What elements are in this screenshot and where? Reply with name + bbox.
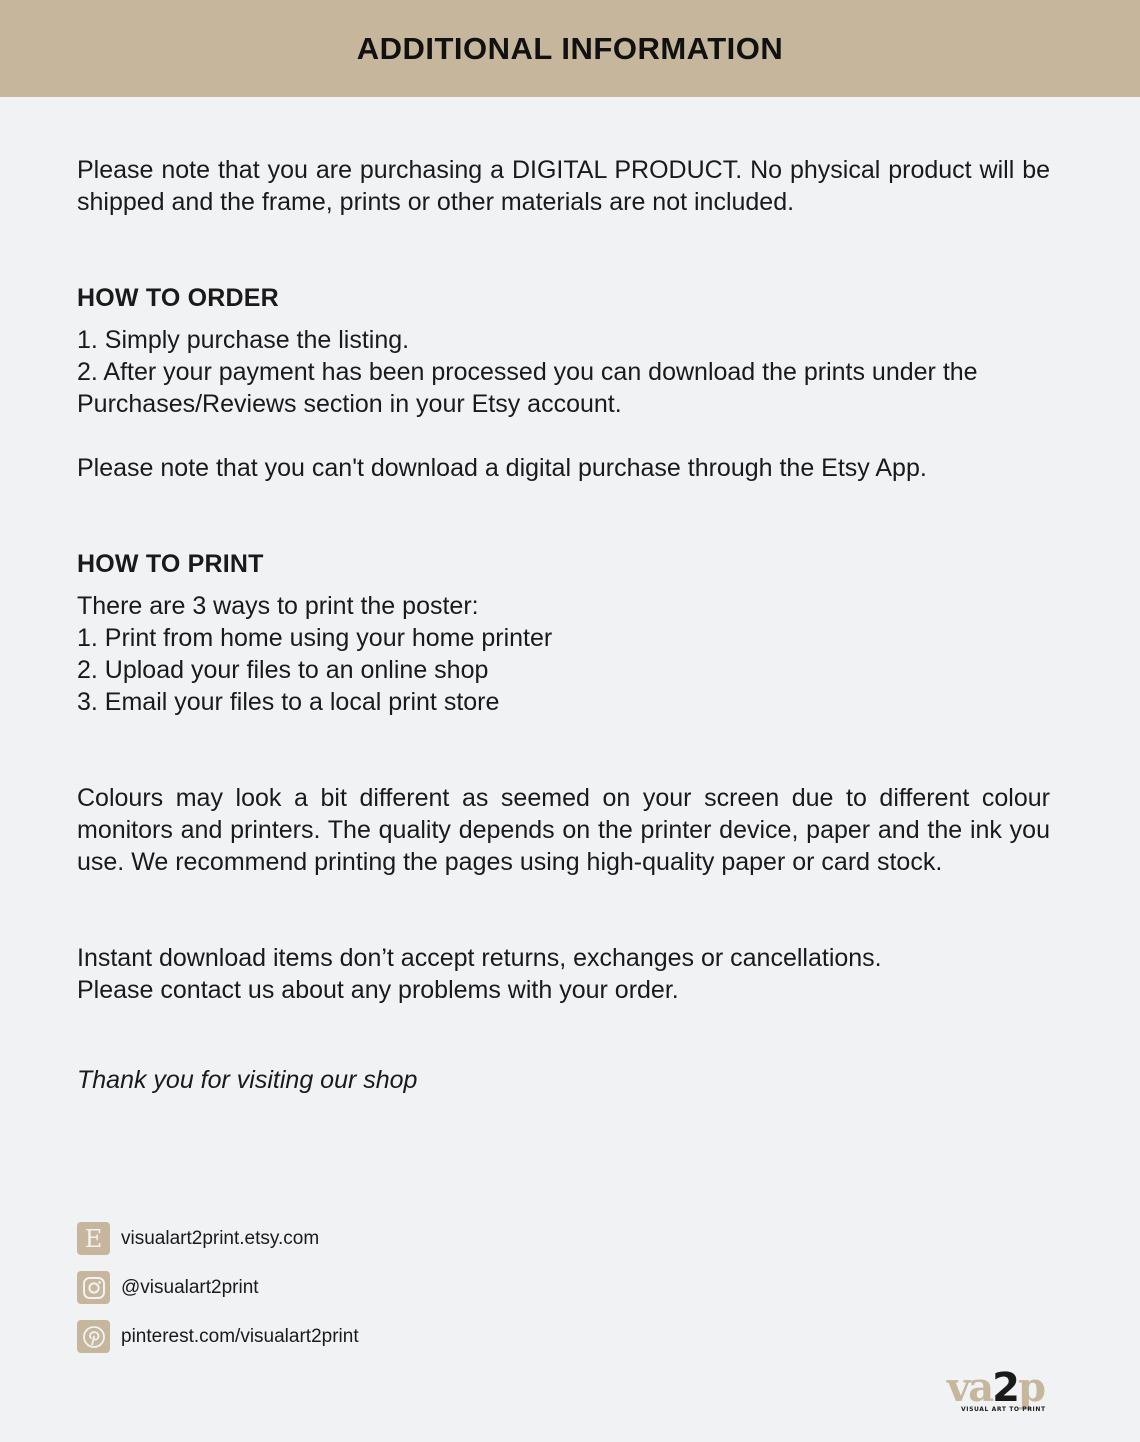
logo-tagline: VISUAL ART TO PRINT: [961, 1406, 1046, 1413]
order-steps-list: [77, 324, 1050, 420]
order-step: 1. Simply purchase the listing.: [77, 326, 410, 354]
header-banner: [0, 0, 1140, 97]
pinterest-icon: [77, 1320, 110, 1353]
page-title: ADDITIONAL INFORMATION: [356, 30, 784, 66]
contact-line: Please contact us about any problems with your order.: [77, 976, 679, 1004]
social-item-pinterest[interactable]: [77, 1320, 359, 1353]
print-line: 1. Print from home using your home printer: [77, 624, 553, 652]
etsy-link[interactable]: visualart2print.etsy.com: [121, 1227, 320, 1249]
etsy-app-note: Please note that you can't download a digital purchase through the Etsy App.: [77, 454, 927, 482]
instagram-icon: [77, 1271, 110, 1304]
print-line: There are 3 ways to print the poster:: [77, 592, 479, 620]
how-to-print-heading: HOW TO PRINT: [77, 550, 264, 578]
how-to-order-section: [77, 282, 1050, 484]
print-line: 2. Upload your files to an online shop: [77, 656, 489, 684]
social-item-etsy[interactable]: [77, 1222, 359, 1255]
returns-line: Instant download items don’t accept returns, exchanges or cancellations.: [77, 944, 882, 972]
order-step: 2. After your payment has been processed you can download the prints under the Purchases/Reviews section in your Etsy account.: [77, 358, 978, 418]
etsy-icon: E: [77, 1222, 110, 1255]
thank-you-message: Thank you for visiting our shop: [77, 1066, 418, 1094]
logo-mark: va2p: [947, 1364, 1044, 1411]
colours-disclaimer: Colours may look a bit different as seemed on your screen due to different colour monitors and printers. The quality depends on the printer device, paper and the ink you use. We recommend printing the pages using high-quality paper or card stock.: [77, 784, 1050, 876]
how-to-order-heading: HOW TO ORDER: [77, 284, 279, 312]
social-links: [77, 1222, 359, 1369]
pinterest-link[interactable]: pinterest.com/visualart2print: [121, 1325, 359, 1347]
returns-policy: [77, 942, 1050, 1006]
brand-logo: [947, 1364, 1053, 1416]
instagram-handle[interactable]: @visualart2print: [121, 1276, 259, 1298]
print-line: 3. Email your files to a local print store: [77, 688, 500, 716]
main-content: [77, 154, 1050, 1096]
how-to-print-section: [77, 548, 1050, 718]
intro-paragraph: Please note that you are purchasing a DIGITAL PRODUCT. No physical product will be shipped and the frame, prints or other materials are not included.: [77, 156, 1050, 216]
print-options-list: [77, 590, 1050, 718]
social-item-instagram[interactable]: [77, 1271, 359, 1304]
